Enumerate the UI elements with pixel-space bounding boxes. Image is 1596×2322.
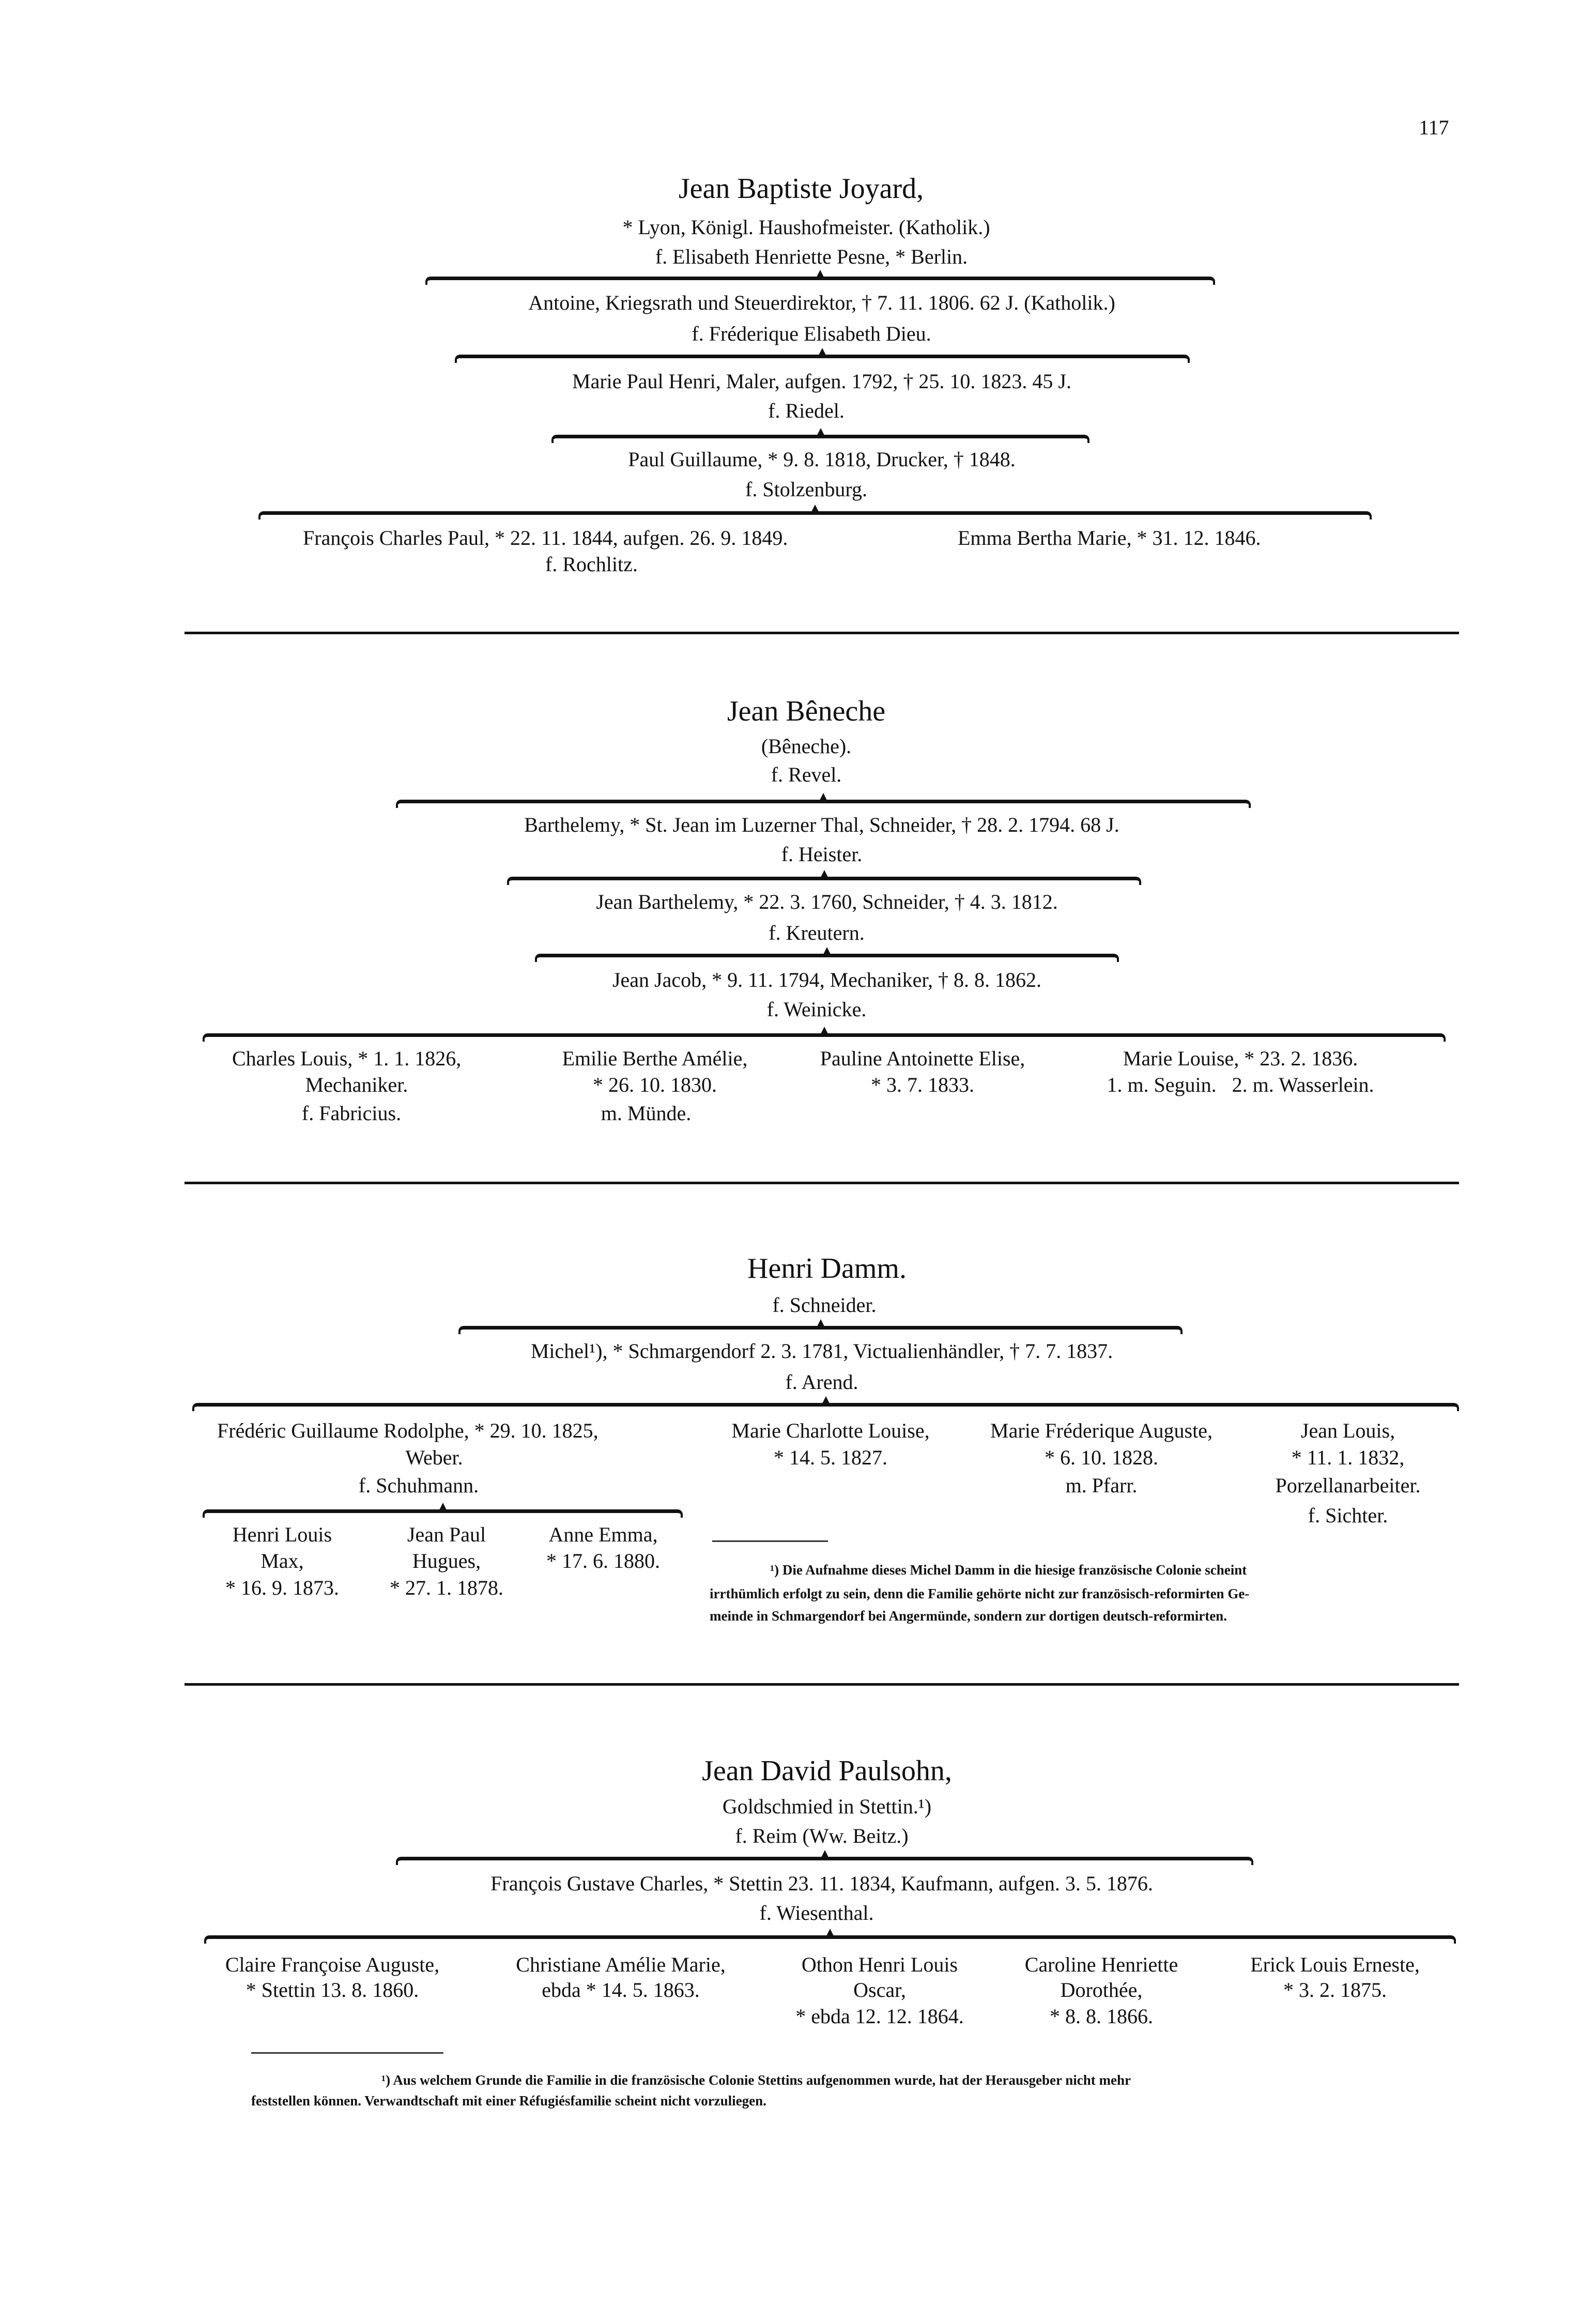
descent-brace [455,355,1190,363]
footnote-rule [251,2052,443,2054]
wife-line: f. Fréderique Elisabeth Dieu. [692,322,931,345]
wife-line: f. Stolzenburg. [745,478,867,501]
child-name: Jean Louis, [1300,1419,1395,1442]
child-name: Jean Paul [407,1523,486,1546]
descent-brace [535,954,1119,962]
child-entry: Emma Bertha Marie, * 31. 12. 1846. [958,526,1261,549]
descent-brace [551,435,1089,443]
section-divider [185,1683,1459,1686]
wife-line: f. Revel. [771,763,842,786]
family-title: Jean Bêneche [727,695,886,727]
child-birth: * Stettin 13. 8. 1860. [245,1978,419,2002]
descent-brace [396,1857,1253,1865]
child-birth: * 17. 6. 1880. [546,1549,660,1572]
child-birth: * 3. 2. 1875. [1283,1978,1387,2002]
generation-line: Marie Paul Henri, Maler, aufgen. 1792, † 25. 10. 1823. 45 J. [572,370,1071,393]
child-spouse: m. Pfarr. [1065,1474,1138,1497]
footnote-line: meinde in Schmargendorf bei Angermünde, sondern zur dortigen deutsch-reformirten. [710,1608,1227,1624]
section-divider [185,632,1459,634]
child-detail: * 3. 7. 1833. [871,1073,974,1096]
descent-brace [396,800,1251,808]
generation-line: Barthelemy, * St. Jean im Luzerner Thal, Schneider, † 28. 2. 1794. 68 J. [524,813,1119,836]
child-name: Dorothée, [1060,1978,1143,2002]
descent-brace [192,1403,1459,1411]
child-name: Pauline Antoinette Elise, [820,1047,1025,1070]
descent-brace [425,277,1215,285]
footnote-line: ¹) Die Aufnahme dieses Michel Damm in die hiesige französische Colonie scheint [770,1562,1247,1578]
child-spouse: f. Sichter. [1308,1504,1388,1527]
descent-brace [258,511,1372,520]
descent-brace [203,1033,1446,1042]
descent-brace [204,1935,1456,1944]
wife-line: f. Arend. [785,1370,858,1394]
child-name: Christiane Amélie Marie, [516,1953,726,1976]
child-spouses: 1. m. Seguin. 2. m. Wasserlein. [1107,1073,1374,1096]
wife-line: f. Schneider. [772,1293,877,1317]
family-title: Jean Baptiste Joyard, [678,173,924,205]
child-birth: * ebda 12. 12. 1864. [795,2005,964,2028]
child-name: Henri Louis [232,1523,332,1546]
occupation-line: Goldschmied in Stettin.¹) [722,1795,932,1818]
footnote-rule [712,1540,828,1542]
child-name: Emilie Berthe Amélie, [562,1047,748,1070]
child-name: Marie Louise, * 23. 2. 1836. [1123,1047,1358,1070]
footnote-line: irrthümlich erfolgt zu sein, denn die Familie gehörte nicht zur französisch-reformirten Ge- [710,1586,1250,1601]
family-title: Henri Damm. [747,1252,907,1285]
wife-line: f. Rochlitz. [545,553,638,576]
generation-line: Jean Jacob, * 9. 11. 1794, Mechaniker, † 8. 8. 1862. [612,968,1042,991]
child-name: Marie Fréderique Auguste, [990,1419,1213,1442]
child-detail: Weber. [405,1446,463,1469]
generation-line: Antoine, Kriegsrath und Steuerdirektor, † 7. 11. 1806. 62 J. (Katholik.) [528,291,1115,314]
child-birth: * 8. 8. 1866. [1050,2005,1153,2028]
wife-line: f. Weinicke. [766,998,867,1021]
wife-line: f. Riedel. [768,399,845,422]
child-name: Charles Louis, * 1. 1. 1826, [232,1047,462,1070]
child-entry: François Charles Paul, * 22. 11. 1844, aufgen. 26. 9. 1849. [303,526,788,549]
wife-line: f. Wiesenthal. [759,1901,874,1924]
child-name: Max, [260,1549,304,1572]
footnote-line: ¹) Aus welchem Grunde die Familie in die französische Colonie Stettins aufgenommen wurde, hat der Herausgeber nicht mehr [381,2072,1131,2088]
child-occupation: Porzellanarbeiter. [1275,1474,1421,1497]
descent-brace [203,1509,683,1518]
generation-line: Paul Guillaume, * 9. 8. 1818, Drucker, † 1848. [628,448,1016,471]
child-name: Frédéric Guillaume Rodolphe, * 29. 10. 1825, [217,1419,598,1442]
child-name: Marie Charlotte Louise, [731,1419,930,1442]
wife-line: f. Reim (Ww. Beitz.) [735,1824,909,1847]
child-detail: Mechaniker. [305,1073,408,1096]
name-variant: (Bêneche). [761,735,852,758]
child-birth: * 16. 9. 1873. [225,1576,339,1599]
child-name: Erick Louis Erneste, [1250,1953,1420,1976]
wife-line: f. Heister. [781,843,863,866]
wife-line: f. Kreutern. [769,921,865,944]
child-spouse: m. Münde. [601,1102,692,1125]
generation-line: François Gustave Charles, * Stettin 23. 11. 1834, Kaufmann, aufgen. 3. 5. 1876. [490,1872,1153,1895]
child-name: Anne Emma, [548,1523,658,1546]
child-detail: * 14. 5. 1827. [774,1446,887,1469]
child-name: Claire Françoise Auguste, [225,1953,440,1976]
child-birth: * 27. 1. 1878. [390,1576,503,1599]
child-name: Oscar, [853,1978,906,2002]
child-detail: * 26. 10. 1830. [593,1073,717,1096]
footnote-line: feststellen können. Verwandtschaft mit einer Réfugiésfamilie scheint nicht vorzuliegen. [251,2093,766,2109]
family-title: Jean David Paulsohn, [702,1755,952,1787]
page-number: 117 [1419,116,1449,139]
section-divider [185,1182,1459,1184]
child-name: Hugues, [412,1549,481,1572]
child-spouse: f. Schuhmann. [358,1474,479,1497]
generation-line: Jean Barthelemy, * 22. 3. 1760, Schneider, † 4. 3. 1812. [596,890,1058,913]
child-spouse: f. Fabricius. [301,1102,402,1125]
child-detail: * 11. 1. 1832, [1291,1446,1405,1469]
generation-line: Michel¹), * Schmargendorf 2. 3. 1781, Victualienhändler, † 7. 7. 1837. [530,1339,1113,1363]
descent-brace [458,1326,1183,1334]
child-name: Othon Henri Louis [801,1953,958,1976]
child-name: Caroline Henriette [1024,1953,1178,1976]
child-birth: ebda * 14. 5. 1863. [542,1978,700,2002]
descent-brace [507,877,1141,885]
wife-line: f. Elisabeth Henriette Pesne, * Berlin. [655,245,968,268]
origin-line: * Lyon, Königl. Haushofmeister. (Katholik.) [622,216,990,239]
child-detail: * 6. 10. 1828. [1045,1446,1158,1469]
